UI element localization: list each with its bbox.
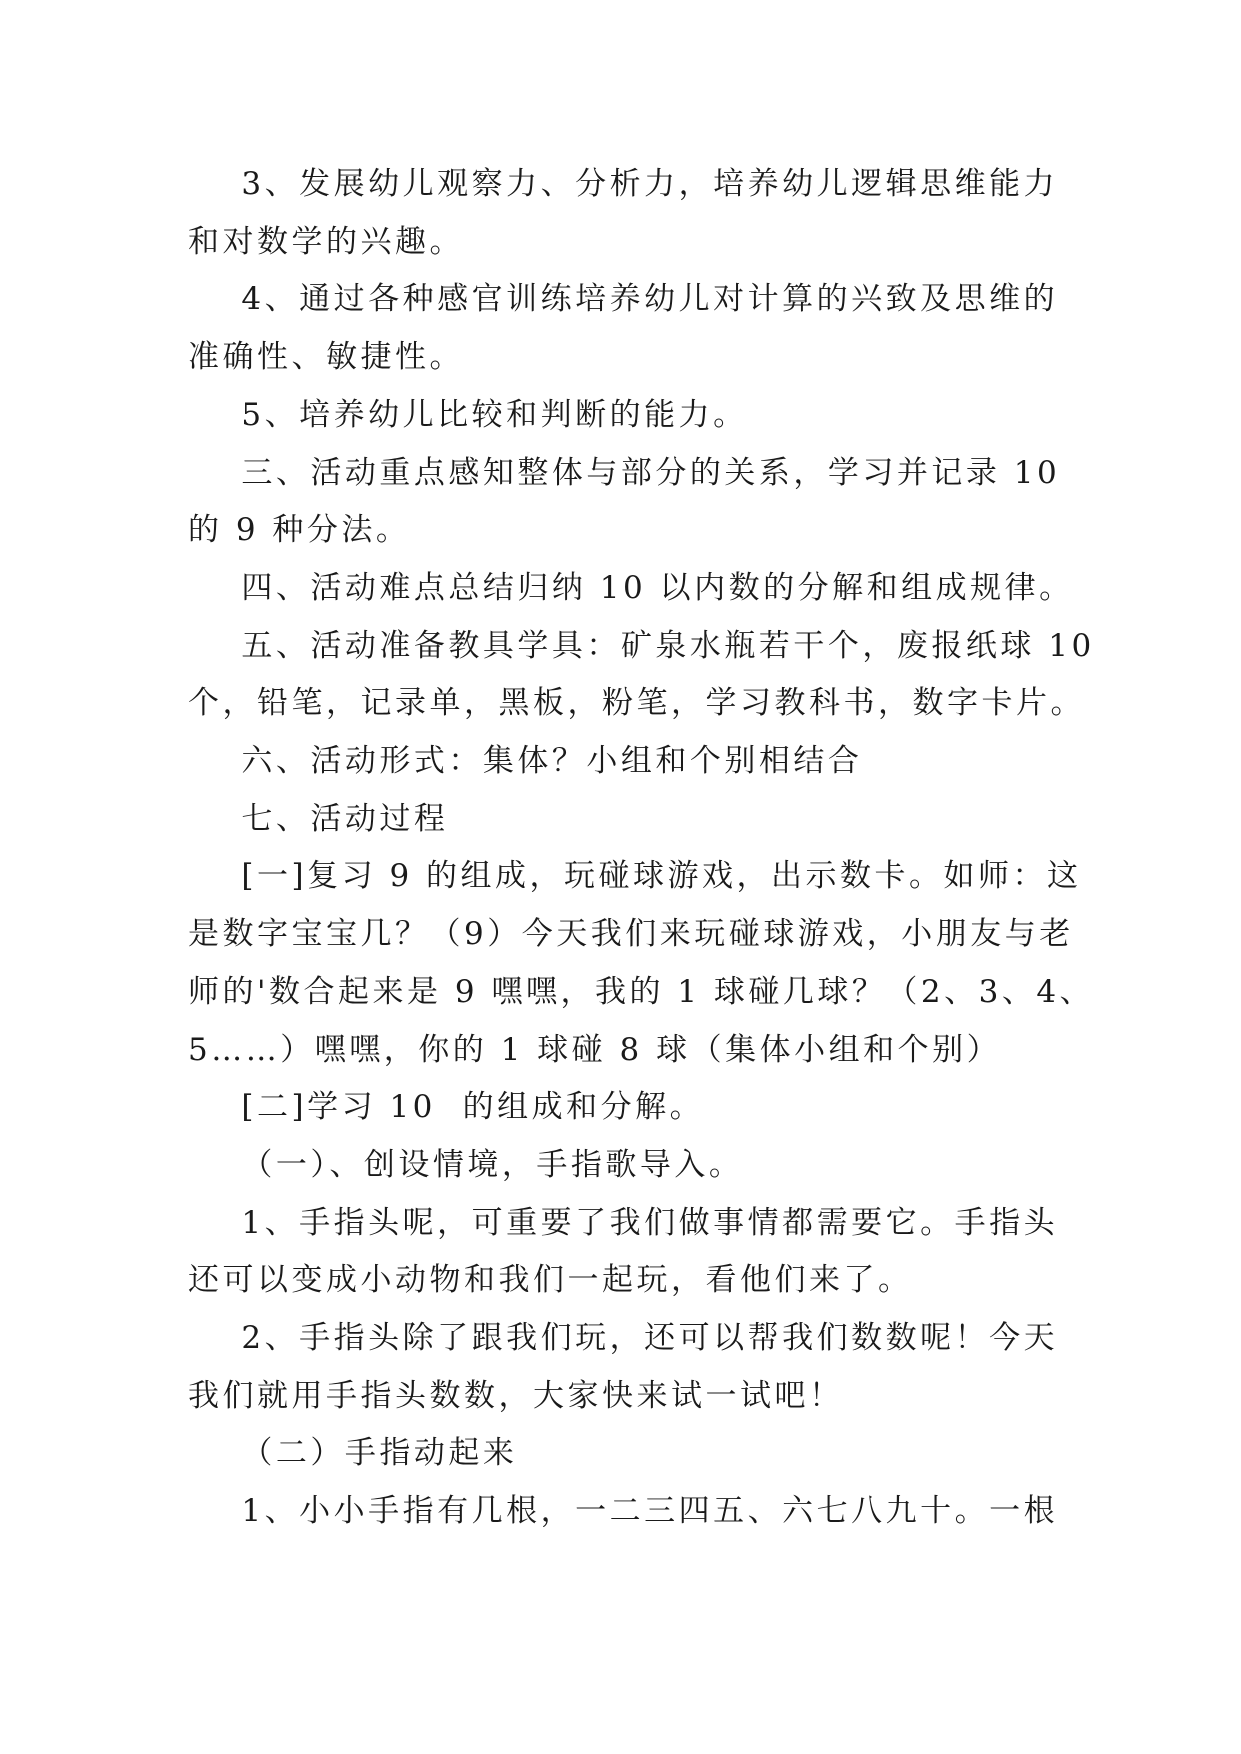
document-body [188, 156, 1093, 1541]
substep-1-heading: （一）、创设情境，手指歌导入。 [188, 1146, 744, 1183]
section-activity-process-heading: 七、活动过程 [188, 800, 449, 837]
substep-1-item-2: 2、手指头除了跟我们玩，还可以帮我们数数呢！今天 我们就用手指头数数，大家快来试一试吧！ [188, 1320, 1059, 1414]
section-preparation: 五、活动准备教具学具：矿泉水瓶若干个，废报纸球 10 个，铅笔，记录单，黑板，粉笔，学习教科书，数字卡片。 [188, 627, 1095, 722]
substep-1-item-1: 1、手指头呢，可重要了我们做事情都需要它。手指头 还可以变成小动物和我们一起玩，看他们来了。 [188, 1204, 1059, 1299]
section-activity-form: 六、活动形式：集体？小组和个别相结合 [188, 743, 863, 780]
step-1-review: [一]复习 9 的组成，玩碰球游戏，出示数卡。如师：这 是数字宝宝几？（9）今天我们来玩碰球游戏，小朋友与老 师的'数合起来是 9 嘿嘿，我的 1 球碰几球？（2、3、4、 5……）嘿嘿，你的 1 球碰 8 球（集体小组和个别） [188, 858, 1095, 1068]
paragraph-objective-5: 5、培养幼儿比较和判断的能力。 [188, 396, 748, 433]
section-key-points: 三、活动重点感知整体与部分的关系，学习并记录 10 的 9 种分法。 [188, 454, 1061, 549]
substep-2-item-1: 1、小小手指有几根，一二三四五、六七八九十。一根 [188, 1493, 1059, 1530]
section-difficulties: 四、活动难点总结归纳 10 以内数的分解和组成规律。 [188, 569, 1074, 606]
substep-2-heading: （二）手指动起来 [188, 1435, 518, 1472]
paragraph-objective-4: 4、通过各种感官训练培养幼儿对计算的兴致及思维的 准确性、敏捷性。 [188, 281, 1059, 376]
paragraph-objective-3: 3、发展幼儿观察力、分析力，培养幼儿逻辑思维能力 和对数学的兴趣。 [188, 166, 1059, 260]
step-2-heading: [二]学习 10 的组成和分解。 [188, 1089, 705, 1126]
